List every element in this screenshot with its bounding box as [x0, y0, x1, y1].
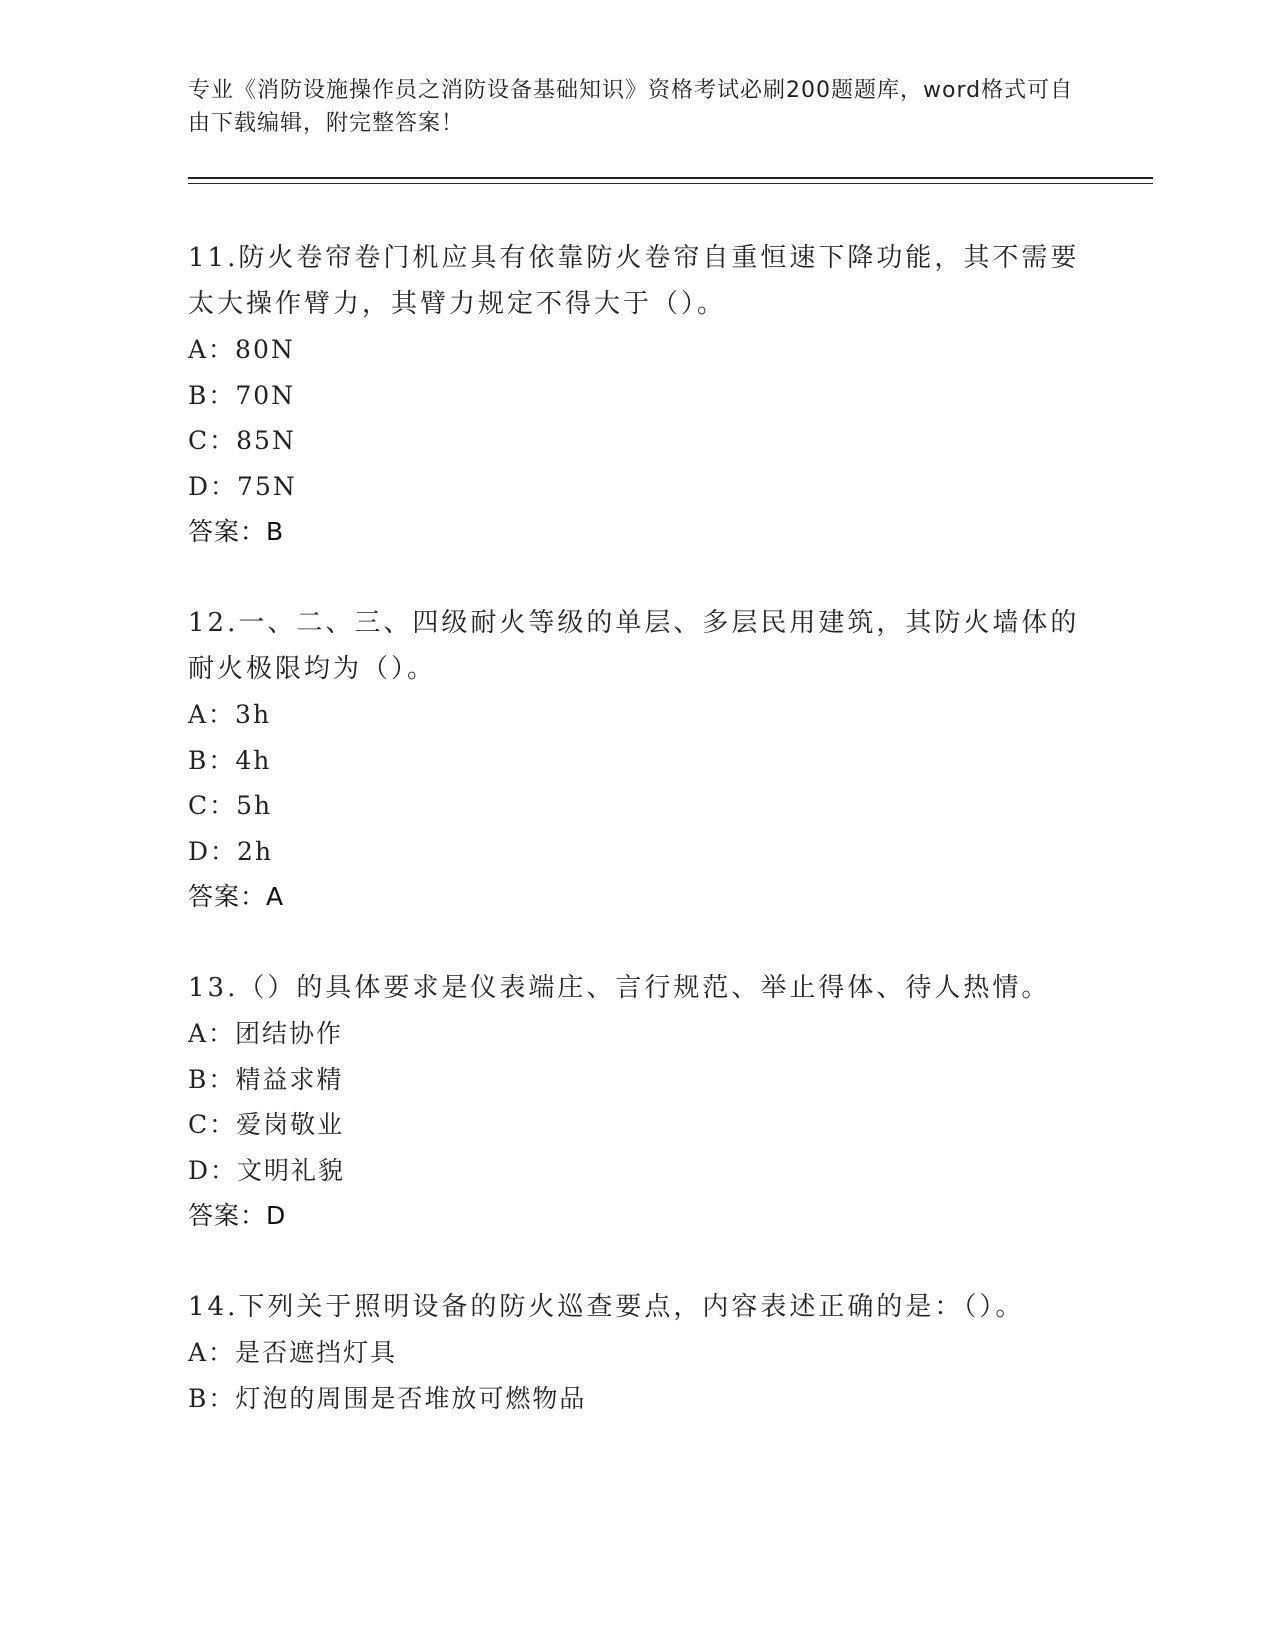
answer: 答案：A [188, 882, 285, 911]
answer: 答案：D [188, 1201, 287, 1230]
question-list [188, 235, 1088, 1421]
question-11 [188, 235, 1088, 555]
option-b: B：70N [188, 380, 296, 410]
option-c: C：爱岗敬业 [188, 1110, 345, 1139]
question-stem: 11.防火卷帘卷门机应具有依靠防火卷帘自重恒速下降功能，其不需要太大操作臂力，其臂力规定不得大于（）。 [188, 243, 1080, 319]
option-a: A：80N [188, 335, 295, 364]
question-stem: 14.下列关于照明设备的防火巡查要点，内容表述正确的是：（）。 [188, 1292, 1025, 1322]
header-divider-thin [188, 183, 1153, 184]
option-d: D：75N [188, 471, 297, 501]
option-a: A：3h [188, 700, 272, 729]
question-stem: 13.（）的具体要求是仪表端庄、言行规范、举止得体、待人热情。 [188, 973, 1051, 1003]
option-b: B：灯泡的周围是否堆放可燃物品 [188, 1383, 587, 1413]
option-b: B：精益求精 [188, 1064, 344, 1094]
option-d: D：文明礼貌 [188, 1155, 346, 1185]
document-header: 专业《消防设施操作员之消防设备基础知识》资格考试必刷200题题库，word格式可自由下载编辑，附完整答案！ [188, 78, 1074, 136]
question-stem: 12.一、二、三、四级耐火等级的单层、多层民用建筑，其防火墙体的耐火极限均为（）。 [188, 608, 1080, 684]
option-a: A：团结协作 [188, 1019, 344, 1048]
answer: 答案：B [188, 517, 285, 546]
option-a: A：是否遮挡灯具 [188, 1338, 398, 1367]
option-b: B：4h [188, 745, 272, 775]
question-13 [188, 965, 1088, 1239]
question-14 [188, 1284, 1088, 1421]
option-c: C：85N [188, 426, 296, 455]
option-d: D：2h [188, 836, 274, 866]
header-divider-thick [188, 177, 1153, 179]
option-c: C：5h [188, 791, 273, 820]
question-12 [188, 600, 1088, 920]
